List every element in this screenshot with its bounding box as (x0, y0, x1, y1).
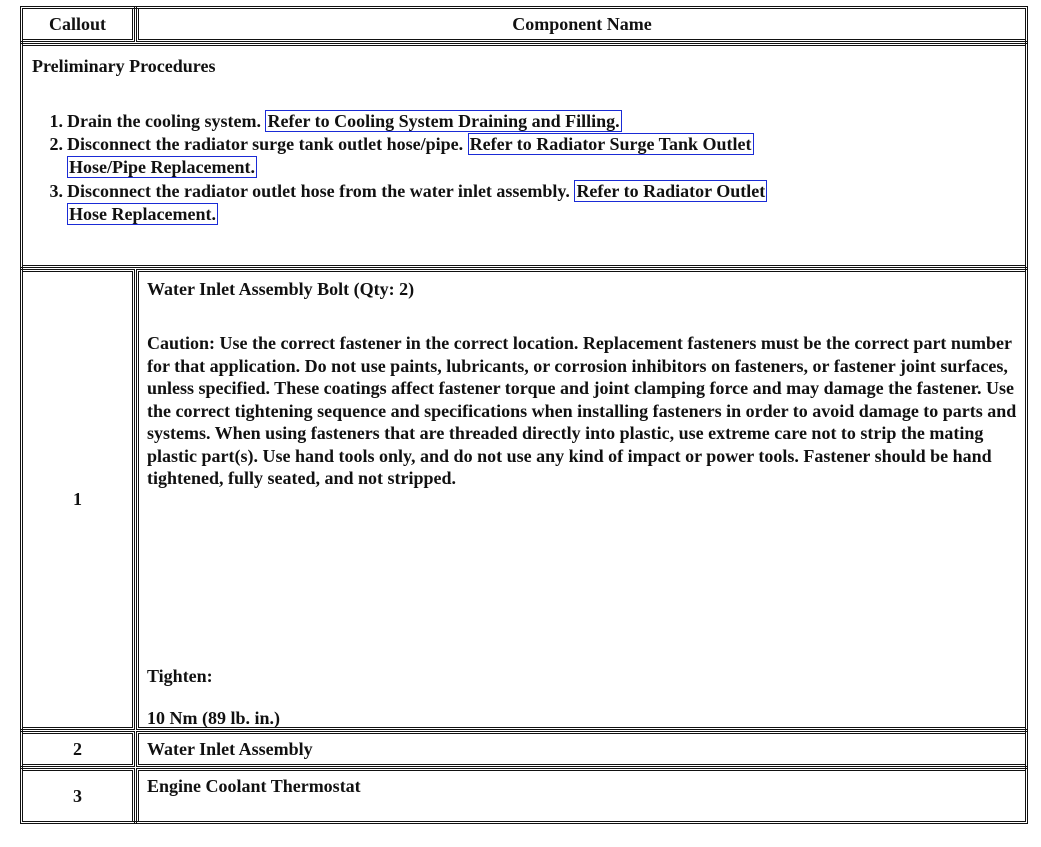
row-1-component-name: Water Inlet Assembly Bolt (Qty: 2) (147, 279, 415, 299)
step-2-text-cont (67, 156, 257, 178)
header-callout-label: Callout (48, 13, 106, 34)
row-3-component-name: Engine Coolant Thermostat (147, 776, 361, 796)
step-1-text (67, 110, 622, 132)
header-component-name (136, 6, 1028, 42)
step-3-link-part2[interactable]: Hose Replacement. (69, 204, 216, 224)
step-3-link-part1[interactable]: Refer to Radiator Outlet (576, 181, 766, 201)
row-3-callout-number: 3 (73, 785, 82, 806)
row-1-tighten-label: Tighten: (147, 666, 213, 686)
step-3-instruction: Disconnect the radiator outlet hose from the water inlet assembly. (67, 181, 570, 201)
step-2-text (67, 133, 754, 155)
header-callout (20, 6, 135, 42)
step-2-instruction: Disconnect the radiator surge tank outlet hose/pipe. (67, 134, 464, 154)
row-2-component-name: Water Inlet Assembly (147, 739, 313, 759)
step-3-number: 3. (49, 181, 63, 201)
row-2-component (136, 731, 1028, 767)
row-1-caution: Caution: Use the correct fastener in the correct location. Replacement fasteners must be the correct part number for that application. Do not use paints, lubricants, or corrosion inhibitors on fasteners, or fastener joint surfaces, unless specified. These coatings affect fastener torque and joint clamping force and may damage the fastener. Use the correct tightening sequence and specifications when installing fasteners in order to avoid damage to parts and systems. When using fasteners that are threaded directly into plastic, use extreme care not to strip the mating plastic part(s). Use hand tools only, and do not use any kind of impact or power tools. Fastener should be hand tightened, fully seated, and not stripped. (147, 333, 1017, 488)
step-1-link[interactable]: Refer to Cooling System Draining and Filling. (267, 111, 620, 131)
preliminary-procedures-cell (20, 43, 1028, 268)
step-3-text-cont (67, 203, 218, 225)
row-1-torque-value: 10 Nm (89 lb. in.) (147, 708, 281, 728)
row-1-callout-number: 1 (73, 489, 82, 509)
row-3-component (136, 768, 1028, 824)
step-1-instruction: Drain the cooling system. (67, 111, 261, 131)
row-3-callout (20, 768, 135, 824)
preliminary-title: Preliminary Procedures (32, 56, 216, 76)
header-component-label: Component Name (512, 13, 652, 34)
step-2-link-part2[interactable]: Hose/Pipe Replacement. (69, 157, 255, 177)
step-3-text (67, 180, 767, 202)
row-2-callout-number: 2 (73, 738, 82, 759)
step-1-number: 1. (49, 111, 63, 131)
step-2-link-part1[interactable]: Refer to Radiator Surge Tank Outlet (469, 134, 752, 154)
row-2-callout (20, 731, 135, 767)
step-2-number: 2. (49, 134, 63, 154)
row-1-component (136, 269, 1028, 730)
row-1-callout (20, 269, 135, 730)
